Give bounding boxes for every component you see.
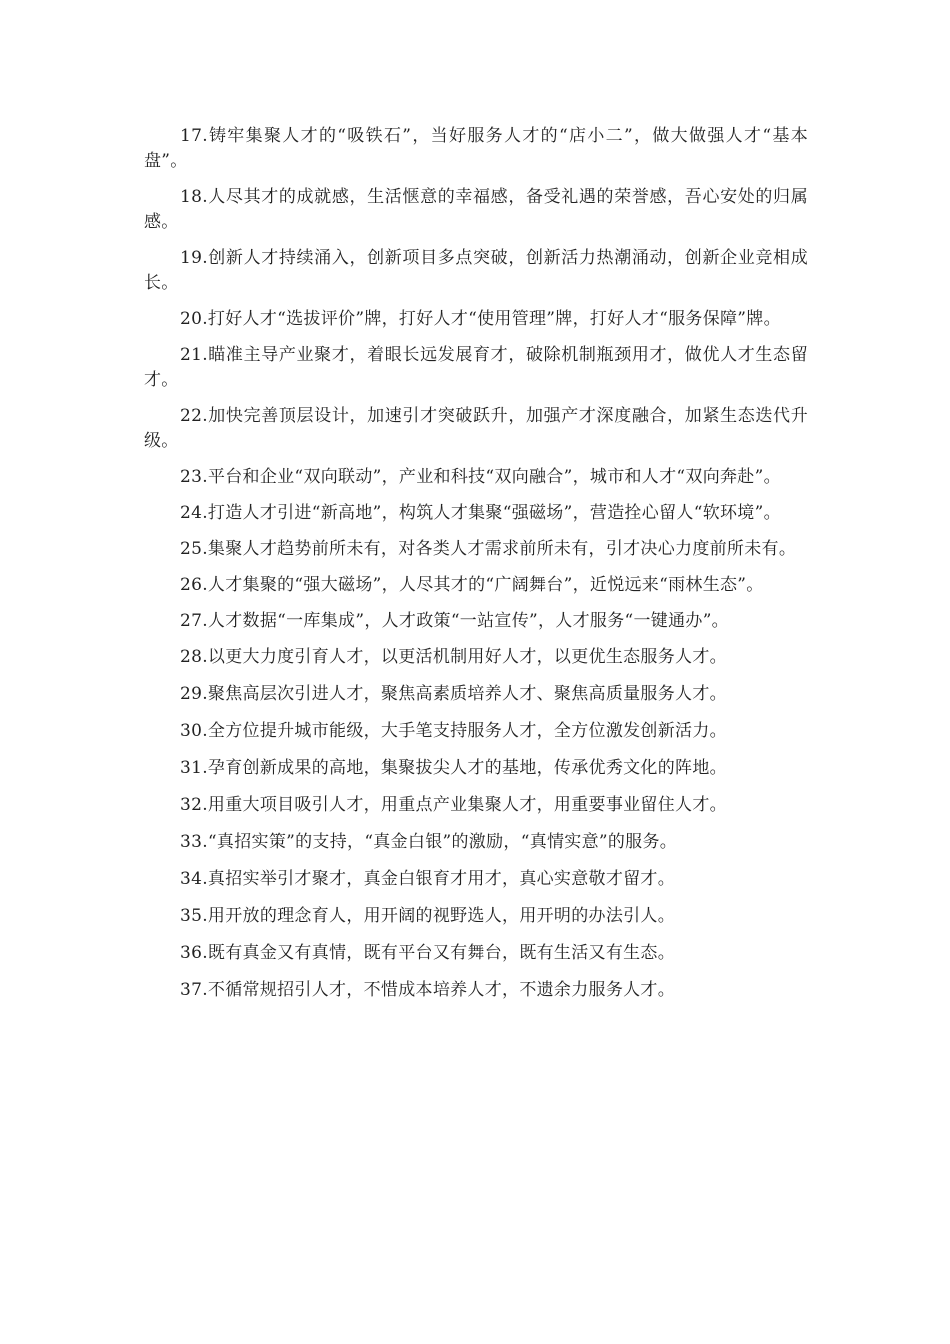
list-item-19: 19.创新人才持续涌入，创新项目多点突破，创新活力热潮涌动，创新企业竞相成长。 [144,248,808,293]
list-item-29: 29.聚焦高层次引进人才，聚焦高素质培养人才、聚焦高质量服务人才。 [180,684,727,704]
document-body [144,124,808,1015]
list-item-22: 22.加快完善顶层设计，加速引才突破跃升，加强产才深度融合，加紧生态迭代升级。 [144,406,808,451]
list-item-18: 18.人尽其才的成就感，生活惬意的幸福感，备受礼遇的荣誉感，吾心安处的归属感。 [144,187,808,232]
list-item-31: 31.孕育创新成果的高地，集聚拔尖人才的基地，传承优秀文化的阵地。 [180,758,727,778]
list-item-33: 33.“真招实策”的支持，“真金白银”的激励，“真情实意”的服务。 [180,832,678,852]
list-item-23: 23.平台和企业“双向联动”，产业和科技“双向融合”，城市和人才“双向奔赴”。 [180,467,781,487]
list-item-25: 25.集聚人才趋势前所未有，对各类人才需求前所未有，引才决心力度前所未有。 [180,539,797,559]
list-item-24: 24.打造人才引进“新高地”，构筑人才集聚“强磁场”，营造拴心留人“软环境”。 [180,503,781,523]
list-item-27: 27.人才数据“一库集成”，人才政策“一站宣传”，人才服务“一键通办”。 [180,611,729,631]
list-item-36: 36.既有真金又有真情，既有平台又有舞台，既有生活又有生态。 [180,943,676,963]
list-item-28: 28.以更大力度引育人才，以更活机制用好人才，以更优生态服务人才。 [180,647,727,667]
list-item-37: 37.不循常规招引人才，不惜成本培养人才，不遗余力服务人才。 [180,980,676,1000]
list-item-17: 17.铸牢集聚人才的“吸铁石”，当好服务人才的“店小二”，做大做强人才“基本盘”。 [144,126,808,171]
list-item-34: 34.真招实举引才聚才，真金白银育才用才，真心实意敬才留才。 [180,869,676,889]
list-item-21: 21.瞄准主导产业聚才，着眼长远发展育才，破除机制瓶颈用才，做优人才生态留才。 [144,345,808,390]
list-item-20: 20.打好人才“选拔评价”牌，打好人才“使用管理”牌，打好人才“服务保障”牌。 [180,309,781,329]
list-item-32: 32.用重大项目吸引人才，用重点产业集聚人才，用重要事业留住人才。 [180,795,727,815]
list-item-30: 30.全方位提升城市能级，大手笔支持服务人才，全方位激发创新活力。 [180,721,727,741]
list-item-35: 35.用开放的理念育人，用开阔的视野选人，用开明的办法引人。 [180,906,676,926]
list-item-26: 26.人才集聚的“强大磁场”，人尽其才的“广阔舞台”，近悦远来“雨林生态”。 [180,575,764,595]
